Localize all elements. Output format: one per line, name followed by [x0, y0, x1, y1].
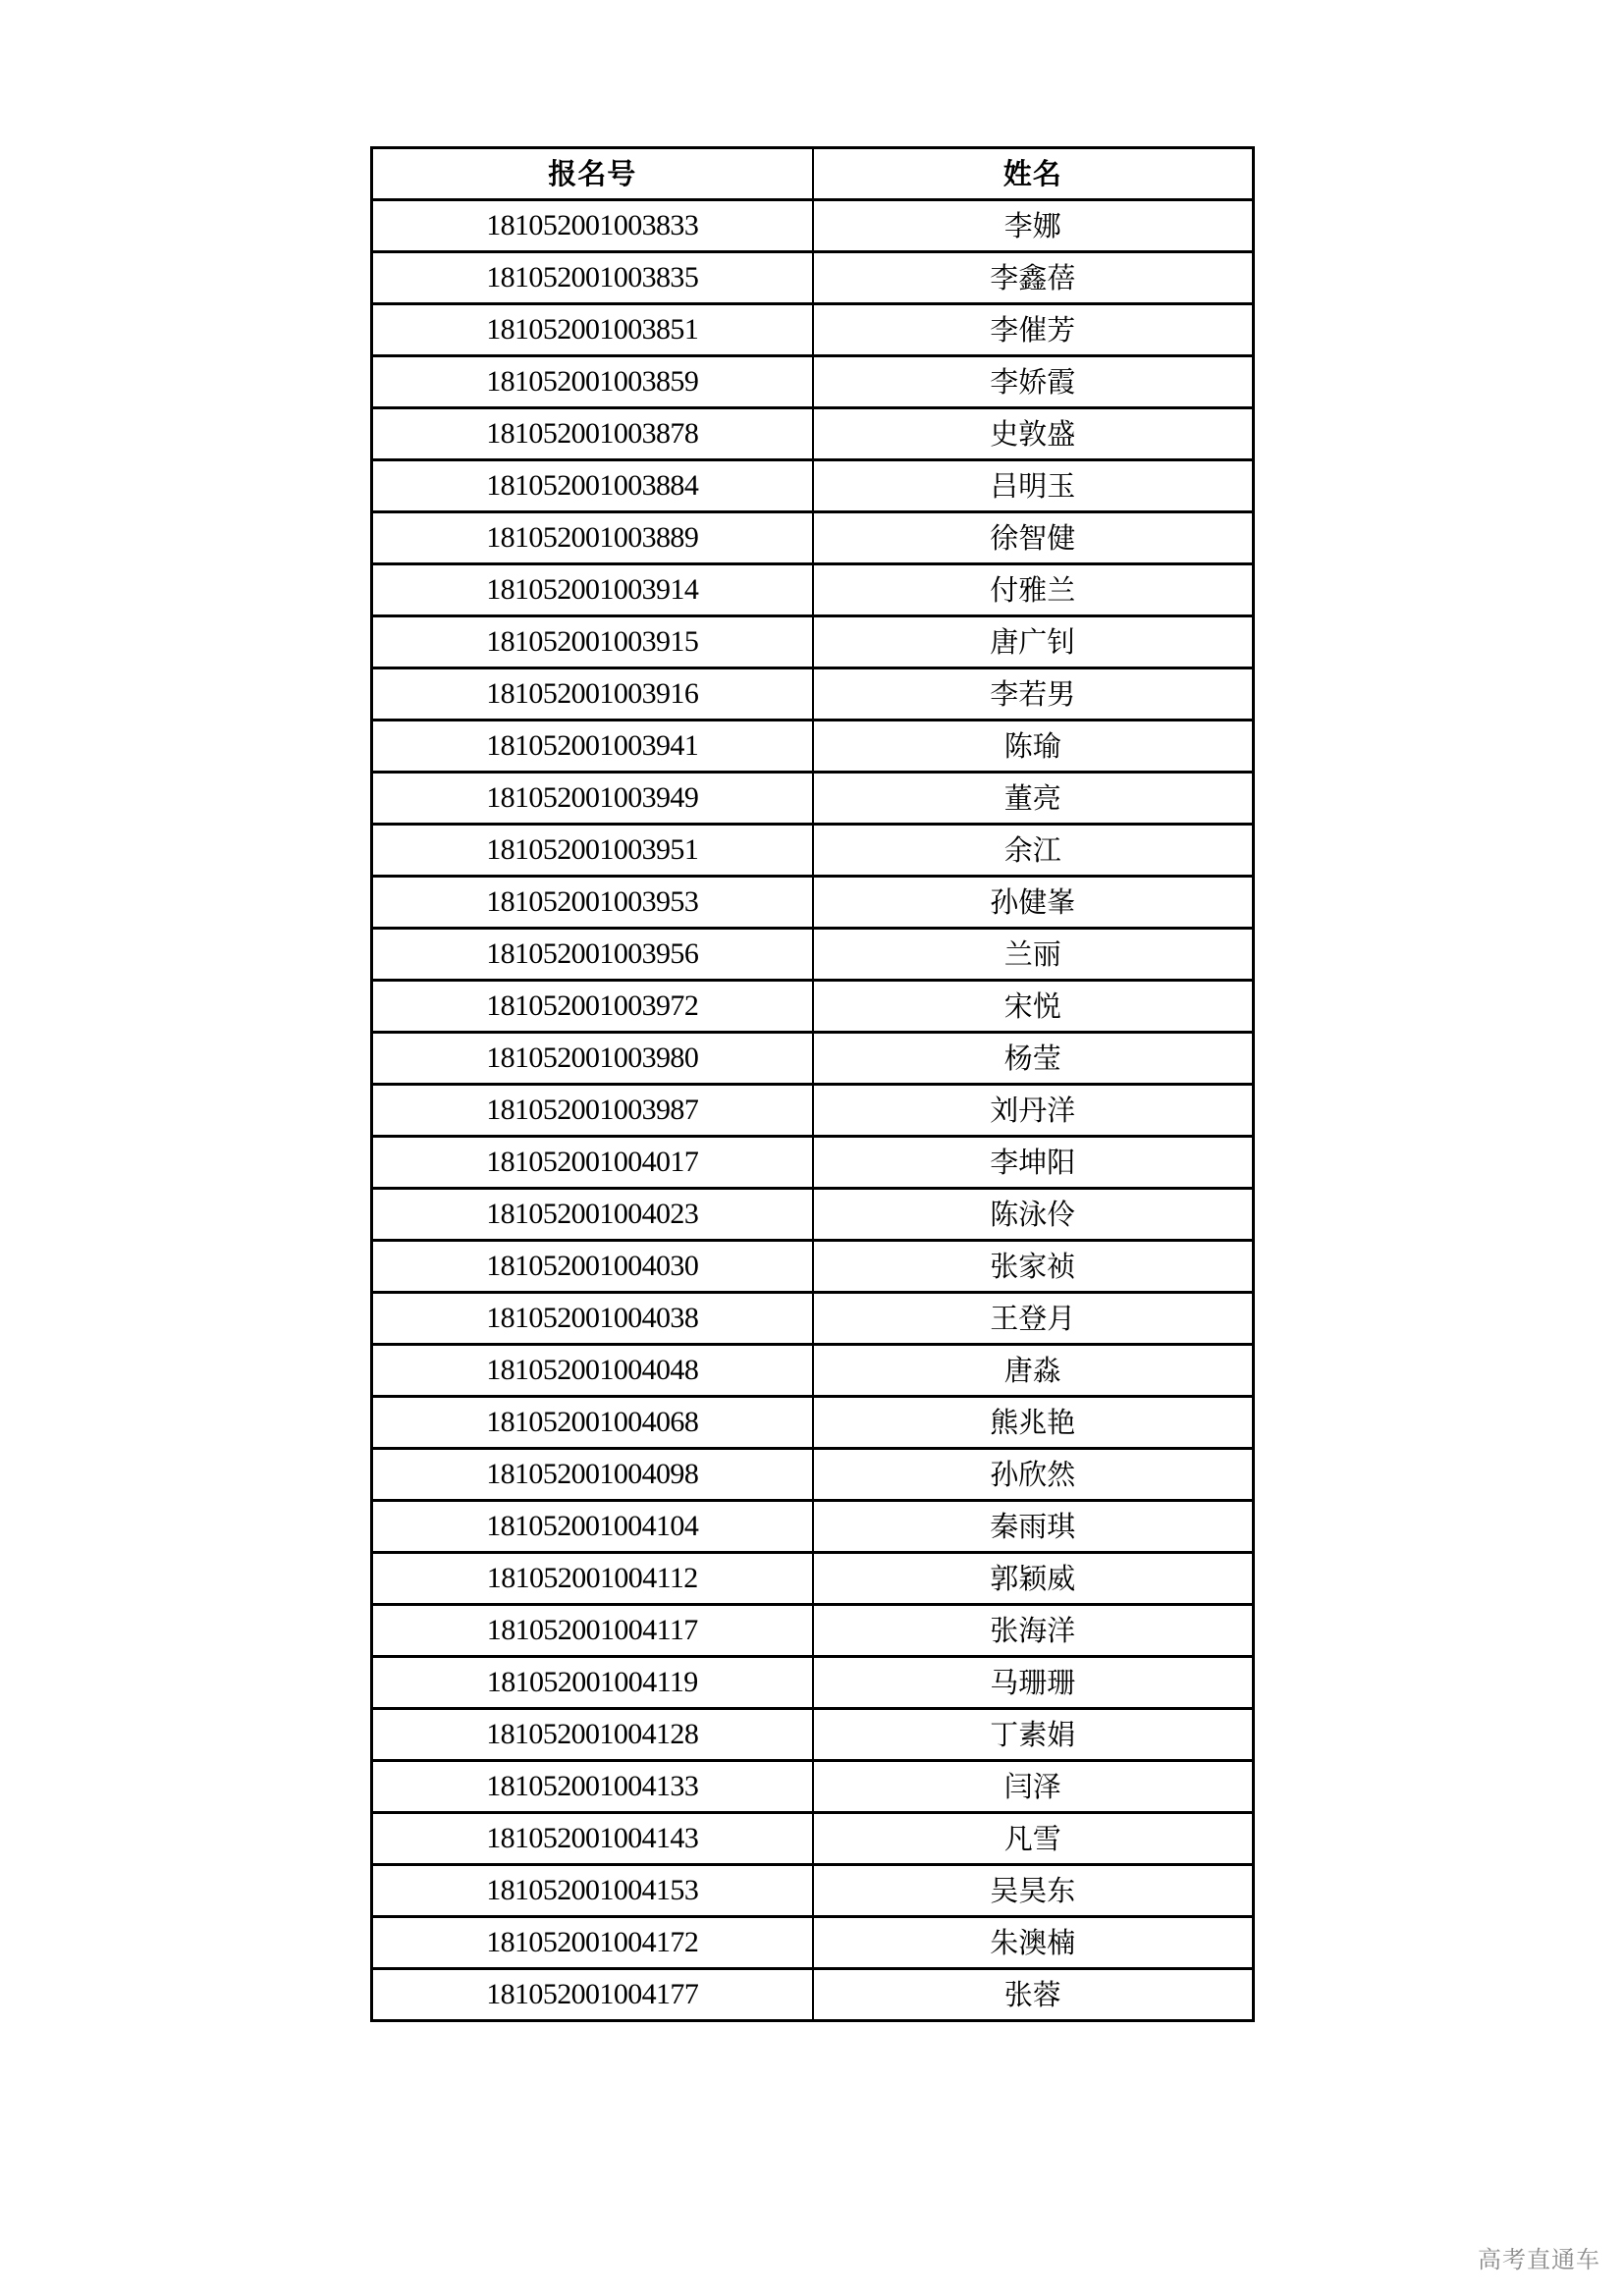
table-row	[372, 460, 1254, 512]
registration-number-cell: 181052001004172	[372, 1917, 813, 1969]
name-cell: 李若男	[813, 668, 1254, 721]
name-cell: 孙欣然	[813, 1449, 1254, 1501]
registration-number-cell: 181052001003914	[372, 564, 813, 616]
name-cell: 朱澳楠	[813, 1917, 1254, 1969]
table-row	[372, 1033, 1254, 1085]
registration-number-cell: 181052001004030	[372, 1241, 813, 1293]
registration-number-cell: 181052001003915	[372, 616, 813, 668]
watermark-text: 高考直通车	[1478, 2246, 1600, 2273]
table-row	[372, 1709, 1254, 1761]
name-cell: 秦雨琪	[813, 1501, 1254, 1553]
name-cell: 马珊珊	[813, 1657, 1254, 1709]
name-cell: 李娇霞	[813, 356, 1254, 408]
table-row	[372, 1085, 1254, 1137]
registration-number-cell: 181052001004023	[372, 1189, 813, 1241]
name-cell: 李鑫蓓	[813, 252, 1254, 304]
registration-number-cell: 181052001003949	[372, 773, 813, 825]
table-row	[372, 512, 1254, 564]
registration-number-cell: 181052001004068	[372, 1397, 813, 1449]
registration-number-cell: 181052001003833	[372, 200, 813, 252]
registration-number-cell: 181052001003916	[372, 668, 813, 721]
registration-number-cell: 181052001003859	[372, 356, 813, 408]
table-row	[372, 1241, 1254, 1293]
name-cell: 张海洋	[813, 1605, 1254, 1657]
name-cell: 宋悦	[813, 981, 1254, 1033]
table-row	[372, 1657, 1254, 1709]
name-cell: 唐淼	[813, 1345, 1254, 1397]
name-cell: 徐智健	[813, 512, 1254, 564]
table-header-row	[372, 148, 1254, 200]
applicant-table	[370, 146, 1255, 2022]
registration-number-cell: 181052001004153	[372, 1865, 813, 1917]
name-cell: 吴昊东	[813, 1865, 1254, 1917]
registration-number-cell: 181052001003884	[372, 460, 813, 512]
registration-number-cell: 181052001004117	[372, 1605, 813, 1657]
name-cell: 杨莹	[813, 1033, 1254, 1085]
table-row	[372, 356, 1254, 408]
registration-number-cell: 181052001004143	[372, 1813, 813, 1865]
registration-number-cell: 181052001003980	[372, 1033, 813, 1085]
registration-number-cell: 181052001004098	[372, 1449, 813, 1501]
registration-number-cell: 181052001004119	[372, 1657, 813, 1709]
name-cell: 李催芳	[813, 304, 1254, 356]
registration-number-cell: 181052001004133	[372, 1761, 813, 1813]
registration-number-cell: 181052001003972	[372, 981, 813, 1033]
name-cell: 闫泽	[813, 1761, 1254, 1813]
name-cell: 董亮	[813, 773, 1254, 825]
name-cell: 熊兆艳	[813, 1397, 1254, 1449]
name-cell: 张家祯	[813, 1241, 1254, 1293]
table-row	[372, 721, 1254, 773]
name-cell: 王登月	[813, 1293, 1254, 1345]
name-cell: 史敦盛	[813, 408, 1254, 460]
registration-number-cell: 181052001004112	[372, 1553, 813, 1605]
table-row	[372, 825, 1254, 877]
name-cell: 刘丹洋	[813, 1085, 1254, 1137]
name-cell: 付雅兰	[813, 564, 1254, 616]
table-row	[372, 1917, 1254, 1969]
name-cell: 吕明玉	[813, 460, 1254, 512]
registration-number-cell: 181052001004017	[372, 1137, 813, 1189]
table-row	[372, 877, 1254, 929]
table-row	[372, 200, 1254, 252]
name-cell: 凡雪	[813, 1813, 1254, 1865]
table-row	[372, 252, 1254, 304]
registration-number-cell: 181052001004038	[372, 1293, 813, 1345]
name-cell: 兰丽	[813, 929, 1254, 981]
name-cell: 丁素娟	[813, 1709, 1254, 1761]
table-row	[372, 1501, 1254, 1553]
registration-number-cell: 181052001003987	[372, 1085, 813, 1137]
table-row	[372, 1865, 1254, 1917]
name-cell: 唐广钊	[813, 616, 1254, 668]
registration-number-cell: 181052001004128	[372, 1709, 813, 1761]
registration-number-cell: 181052001004104	[372, 1501, 813, 1553]
table-row	[372, 1605, 1254, 1657]
table-row	[372, 981, 1254, 1033]
name-cell: 李坤阳	[813, 1137, 1254, 1189]
table-row	[372, 564, 1254, 616]
registration-number-cell: 181052001003956	[372, 929, 813, 981]
registration-number-cell: 181052001003951	[372, 825, 813, 877]
name-cell: 陈瑜	[813, 721, 1254, 773]
table-row	[372, 1969, 1254, 2021]
registration-number-cell: 181052001004048	[372, 1345, 813, 1397]
name-cell: 张蓉	[813, 1969, 1254, 2021]
name-cell: 孙健峯	[813, 877, 1254, 929]
table-row	[372, 1345, 1254, 1397]
registration-number-cell: 181052001004177	[372, 1969, 813, 2021]
table-row	[372, 773, 1254, 825]
table-row	[372, 1449, 1254, 1501]
column-header-registration-number: 报名号	[372, 148, 813, 200]
table-row	[372, 1553, 1254, 1605]
table-row	[372, 1813, 1254, 1865]
table-row	[372, 1293, 1254, 1345]
registration-number-cell: 181052001003878	[372, 408, 813, 460]
registration-number-cell: 181052001003835	[372, 252, 813, 304]
name-cell: 李娜	[813, 200, 1254, 252]
table-row	[372, 304, 1254, 356]
table-row	[372, 1137, 1254, 1189]
table-row	[372, 929, 1254, 981]
table-body	[372, 200, 1254, 2021]
registration-number-cell: 181052001003953	[372, 877, 813, 929]
table-row	[372, 408, 1254, 460]
registration-number-cell: 181052001003889	[372, 512, 813, 564]
name-cell: 郭颖威	[813, 1553, 1254, 1605]
registration-number-cell: 181052001003851	[372, 304, 813, 356]
column-header-name: 姓名	[813, 148, 1254, 200]
name-cell: 余江	[813, 825, 1254, 877]
table-row	[372, 1761, 1254, 1813]
name-cell: 陈泳伶	[813, 1189, 1254, 1241]
table-row	[372, 668, 1254, 721]
table-row	[372, 1397, 1254, 1449]
registration-number-cell: 181052001003941	[372, 721, 813, 773]
table-row	[372, 1189, 1254, 1241]
table-row	[372, 616, 1254, 668]
